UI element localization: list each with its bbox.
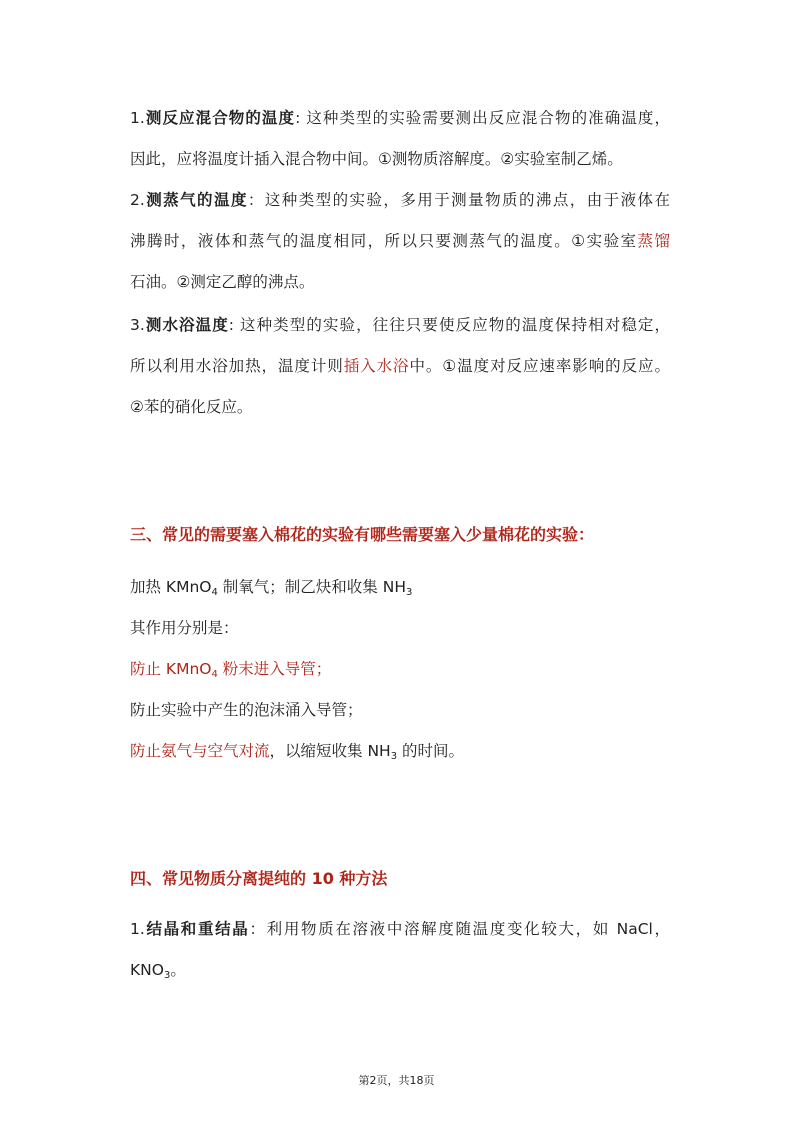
- item-text: KNO: [130, 961, 164, 979]
- item-text: 制氧气；制乙炔和收集 NH: [217, 578, 406, 596]
- paragraph-line: [130, 189, 670, 211]
- paragraph-line: [130, 918, 670, 940]
- highlight-line: [130, 658, 670, 680]
- subscript: 4: [211, 669, 218, 680]
- item-text: ：这种类型的实验，多用于测量物质的沸点，由于液体在: [247, 191, 670, 209]
- paragraph-line: [130, 314, 670, 336]
- subscript: 3: [405, 587, 413, 598]
- item-text: 。: [170, 961, 186, 979]
- item-title: 测蒸气的温度: [144, 191, 248, 209]
- subscript: 3: [390, 751, 398, 762]
- highlight-text: 防止 KMnO: [130, 660, 212, 678]
- paragraph-line: [130, 355, 670, 377]
- item-text: 加热 KMnO: [130, 578, 212, 596]
- highlight-text: 蒸馏: [637, 232, 670, 250]
- item-text: ，以缩短收集 NH: [269, 742, 391, 760]
- paragraph-line: [130, 740, 670, 762]
- paragraph-line: [130, 107, 670, 129]
- item-text: 所以利用水浴加热，温度计则: [130, 357, 344, 375]
- item-number: 2.: [130, 191, 145, 209]
- item-text: 的时间。: [397, 742, 465, 760]
- section-heading: 四、常见物质分离提纯的 10 种方法: [130, 869, 388, 888]
- paragraph-line: [130, 576, 670, 598]
- subscript: 4: [211, 587, 218, 598]
- item-title: 测水浴温度: [144, 316, 229, 334]
- highlight-text: 防止氨气与空气对流: [130, 742, 270, 760]
- item-text: 沸腾时，液体和蒸气的温度相同，所以只要测蒸气的温度。①实验室: [130, 232, 638, 250]
- paragraph-line: ②苯的硝化反应。: [130, 398, 253, 416]
- item-number: 1.: [130, 109, 145, 127]
- item-text: : 这种类型的实验，往往只要使反应物的温度保持相对稳定，: [228, 316, 670, 334]
- paragraph-line: 防止实验中产生的泡沫涌入导管；: [130, 701, 363, 719]
- item-title: 结晶和重结晶: [144, 920, 250, 938]
- paragraph-line: 石油。②测定乙醇的沸点。: [130, 273, 315, 291]
- paragraph-line: [130, 959, 670, 981]
- paragraph-line: 其作用分别是：: [130, 619, 239, 637]
- item-title: 测反应混合物的温度: [144, 109, 296, 127]
- item-text: 中。①温度对反应速率影响的反应。: [409, 357, 670, 375]
- highlight-text: 插入水浴: [343, 357, 410, 375]
- paragraph-line: [130, 230, 670, 252]
- item-number: 3.: [130, 316, 145, 334]
- highlight-text: 粉末进入导管；: [217, 660, 332, 678]
- item-text: : 这种类型的实验需要测出反应混合物的准确温度，: [295, 109, 670, 127]
- item-text: ：利用物质在溶液中溶解度随温度变化较大，如 NaCl，: [249, 920, 670, 938]
- item-number: 1.: [130, 920, 145, 938]
- page-number: 第2页，共18页: [358, 1074, 435, 1087]
- paragraph-line: 因此，应将温度计插入混合物中间。①测物质溶解度。②实验室制乙烯。: [130, 150, 623, 168]
- section-heading: 三、常见的需要塞入棉花的实验有哪些需要塞入少量棉花的实验：: [130, 525, 595, 544]
- subscript: 3: [163, 970, 171, 981]
